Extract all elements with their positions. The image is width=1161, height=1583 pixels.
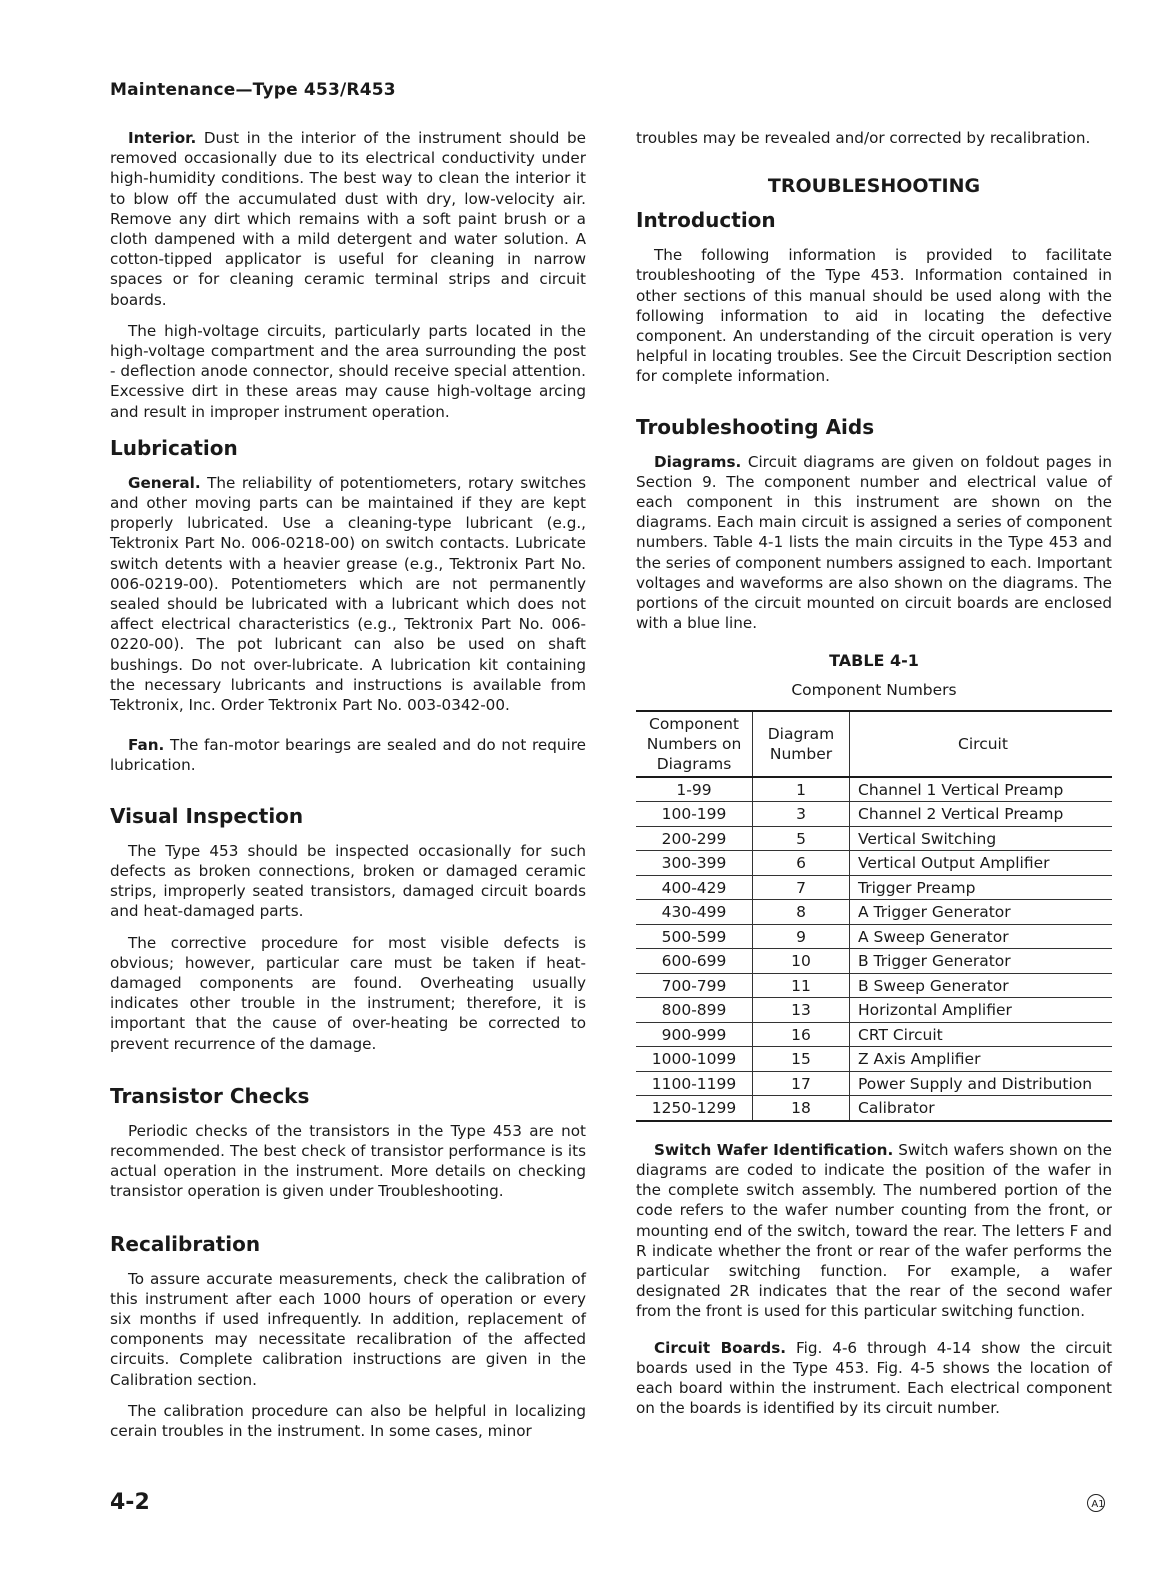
interior-lead: Interior. [128,129,197,147]
cell-diagram-number: 3 [753,802,850,827]
diagrams-text: Circuit diagrams are given on foldout pages in Section 9. The component number and electrical value of each component in this instrument are shown on the diagrams. Each main circuit is assigned a series of component numbers. Table 4-1 lists the main circuits in the Type 453 and the series of component numbers assigned to each. Important voltages and waveforms are also shown on the diagrams. The portions of the circuit mounted on circuit boards are enclosed with a blue line. [636,452,1112,633]
cell-component-range: 1-99 [636,777,753,802]
fan-text: The fan-motor bearings are sealed and do not require lubrication. [110,736,586,775]
recalibration-paragraph-1: To assure accurate measurements, check the calibration of this instrument after each 1000 hours of operation or every six months if used infrequently. In addition, replacement of components may necessitate recalibration of the affected circuits. Complete calibration instructions are given in the Calibration section. [110,1269,586,1389]
table-row [636,826,1112,851]
table-header-diagram-number: Diagram Number [753,711,850,777]
table-row [636,949,1112,974]
recalibration-paragraph-2: The calibration procedure can also be helpful in localizing cerain troubles in the instrument. In some cases, minor [110,1401,586,1440]
table-caption: Component Numbers [791,680,957,699]
circuit-boards-paragraph [636,1338,1112,1419]
cell-circuit: B Trigger Generator [850,949,1113,974]
cell-component-range: 1100-1199 [636,1071,753,1096]
cell-component-range: 700-799 [636,973,753,998]
switch-wafer-lead: Switch Wafer Identification. [654,1140,894,1159]
transistor-checks-heading: Transistor Checks [110,1083,310,1108]
cell-component-range: 1000-1099 [636,1047,753,1072]
cell-circuit: Channel 2 Vertical Preamp [850,802,1113,827]
cell-diagram-number: 7 [753,875,850,900]
cell-diagram-number: 6 [753,851,850,876]
cell-circuit: Z Axis Amplifier [850,1047,1113,1072]
cell-component-range: 600-699 [636,949,753,974]
cell-diagram-number: 8 [753,900,850,925]
table-row [636,900,1112,925]
cell-diagram-number: 9 [753,924,850,949]
cell-circuit: Channel 1 Vertical Preamp [850,777,1113,802]
switch-wafer-paragraph [636,1140,1112,1322]
revision-mark [1087,1494,1109,1512]
cell-circuit: A Trigger Generator [850,900,1113,925]
cell-circuit: CRT Circuit [850,1022,1113,1047]
cell-diagram-number: 5 [753,826,850,851]
interior-text: Dust in the interior of the instrument should be removed occasionally due to its electrical conductivity under high-humidity conditions. The best way to clean the interior it to blow off the accumulated dust with dry, low-velocity air. Remove any dirt which remains with a soft paint brush or a cloth dampened with a mild detergent and water solution. A cotton-tipped applicator is useful for cleaning in narrow spaces or for cleaning ceramic terminal strips and circuit boards. [110,129,586,309]
cell-component-range: 100-199 [636,802,753,827]
continuation-paragraph: troubles may be revealed and/or corrected by recalibration. [636,129,1091,147]
diagrams-lead: Diagrams. [654,452,742,471]
general-paragraph [110,473,586,715]
troubleshooting-aids-heading: Troubleshooting Aids [636,414,875,439]
cell-component-range: 200-299 [636,826,753,851]
introduction-paragraph: The following information is provided to facilitate troubleshooting of the Type 453. Information contained in other sections of this manual should be used along with the following information to aid in locating the defective component. An understanding of the circuit operation is very helpful in locating troubles. See the Circuit Description section for complete information. [636,246,1112,386]
switch-wafer-text: Switch wafers shown on the diagrams are coded to indicate the position of the wafer in the complete switch assembly. The numbered portion of the code refers to the wafer number counting from the front, or mounting end of the switch, toward the rear. The letters F and R indicate whether the front or rear of the wafer performs the particular switching function. For example, a wafer designated 2R indicates that the rear of the second wafer from the front is used for this particular switching function. [636,1140,1112,1321]
cell-circuit: Power Supply and Distribution [850,1071,1113,1096]
cell-component-range: 800-899 [636,998,753,1023]
lubrication-heading: Lubrication [110,435,238,460]
table-header-circuit: Circuit [850,711,1113,777]
table-header-component-numbers: Component Numbers on Diagrams [636,711,753,777]
table-row [636,875,1112,900]
visual-paragraph-1: The Type 453 should be inspected occasionally for such defects as broken connections, broken or damaged ceramic strips, improperly seated transistors, damaged circuit boards and heat-damaged parts. [110,841,586,921]
page-number: 4-2 [110,1490,150,1515]
cell-circuit: A Sweep Generator [850,924,1113,949]
cell-diagram-number: 11 [753,973,850,998]
table-row [636,1022,1112,1047]
recalibration-heading: Recalibration [110,1231,261,1256]
transistor-paragraph: Periodic checks of the transistors in the Type 453 are not recommended. The best check of transistor performance is its actual operation in the instrument. More details on checking transistor operation is given under Troubleshooting. [110,1121,586,1201]
running-header: Maintenance—Type 453/R453 [110,80,396,100]
cell-circuit: Calibrator [850,1096,1113,1121]
cell-component-range: 400-429 [636,875,753,900]
right-column [636,128,1112,1430]
cell-diagram-number: 10 [753,949,850,974]
table-header-row [636,711,1112,777]
component-numbers-table [636,710,1112,1122]
visual-paragraph-2: The corrective procedure for most visible defects is obvious; however, particular care must be taken if heat-damaged components are found. Overheating usually indicates other trouble in the instrument; therefore, it is important that the cause of over-heating be corrected to prevent recurrence of the damage. [110,933,586,1053]
table-row [636,1071,1112,1096]
diagrams-paragraph [636,452,1112,634]
circuit-boards-text: Fig. 4-6 through 4-14 show the circuit boards used in the Type 453. Fig. 4-5 shows the location of each board within the instrument. Each electrical component on the boards is identified by its circuit number. [636,1338,1112,1418]
table-row [636,851,1112,876]
cell-component-range: 900-999 [636,1022,753,1047]
cell-diagram-number: 17 [753,1071,850,1096]
table-row [636,973,1112,998]
high-voltage-paragraph: The high-voltage circuits, particularly parts located in the high-voltage compartment and the area surrounding the post - deflection anode connector, should receive special attention. Excessive dirt in these areas may cause high-voltage arcing and result in improper instrument operation. [110,321,586,421]
troubleshooting-title: TROUBLESHOOTING [767,175,981,198]
circuit-boards-lead: Circuit Boards. [654,1338,786,1357]
introduction-heading: Introduction [636,208,776,233]
left-column [110,128,586,1452]
cell-diagram-number: 15 [753,1047,850,1072]
cell-diagram-number: 13 [753,998,850,1023]
cell-diagram-number: 18 [753,1096,850,1121]
cell-diagram-number: 1 [753,777,850,802]
table-row [636,924,1112,949]
cell-circuit: Trigger Preamp [850,875,1113,900]
cell-component-range: 500-599 [636,924,753,949]
cell-circuit: Horizontal Amplifier [850,998,1113,1023]
cell-circuit: B Sweep Generator [850,973,1113,998]
table-row [636,998,1112,1023]
revision-mark-text: A1 [1091,1499,1105,1510]
cell-circuit: Vertical Switching [850,826,1113,851]
cell-component-range: 1250-1299 [636,1096,753,1121]
table-row [636,1047,1112,1072]
cell-diagram-number: 16 [753,1022,850,1047]
fan-paragraph [110,735,586,775]
cell-circuit: Vertical Output Amplifier [850,851,1113,876]
general-text: The reliability of potentiometers, rotary switches and other moving parts can be maintained if they are kept properly lubricated. Use a cleaning-type lubricant (e.g., Tektronix Part No. 006-0218-00) on switch contacts. Lubricate switch detents with a heavier grease (e.g., Tektronix Part No. 006-0219-00). Potentiometers which are not permanently sealed should be lubricated with a lubricant which does not affect electrical characteristics (e.g., Tektronix Part No. 006-0220-00). The pot lubricant can also be used on shaft bushings. Do not over-lubricate. A lubrication kit containing the necessary lubricants and instructions is available from Tektronix, Inc. Order Tektronix Part No. 003-0342-00. [110,473,586,715]
table-row [636,1096,1112,1121]
general-lead: General. [128,473,201,492]
table-row [636,802,1112,827]
table-title: TABLE 4-1 [829,651,919,671]
fan-lead: Fan. [128,736,165,755]
table-body [636,777,1112,1121]
cell-component-range: 430-499 [636,900,753,925]
cell-component-range: 300-399 [636,851,753,876]
table-row [636,777,1112,802]
interior-paragraph [110,128,586,310]
visual-inspection-heading: Visual Inspection [110,803,304,828]
